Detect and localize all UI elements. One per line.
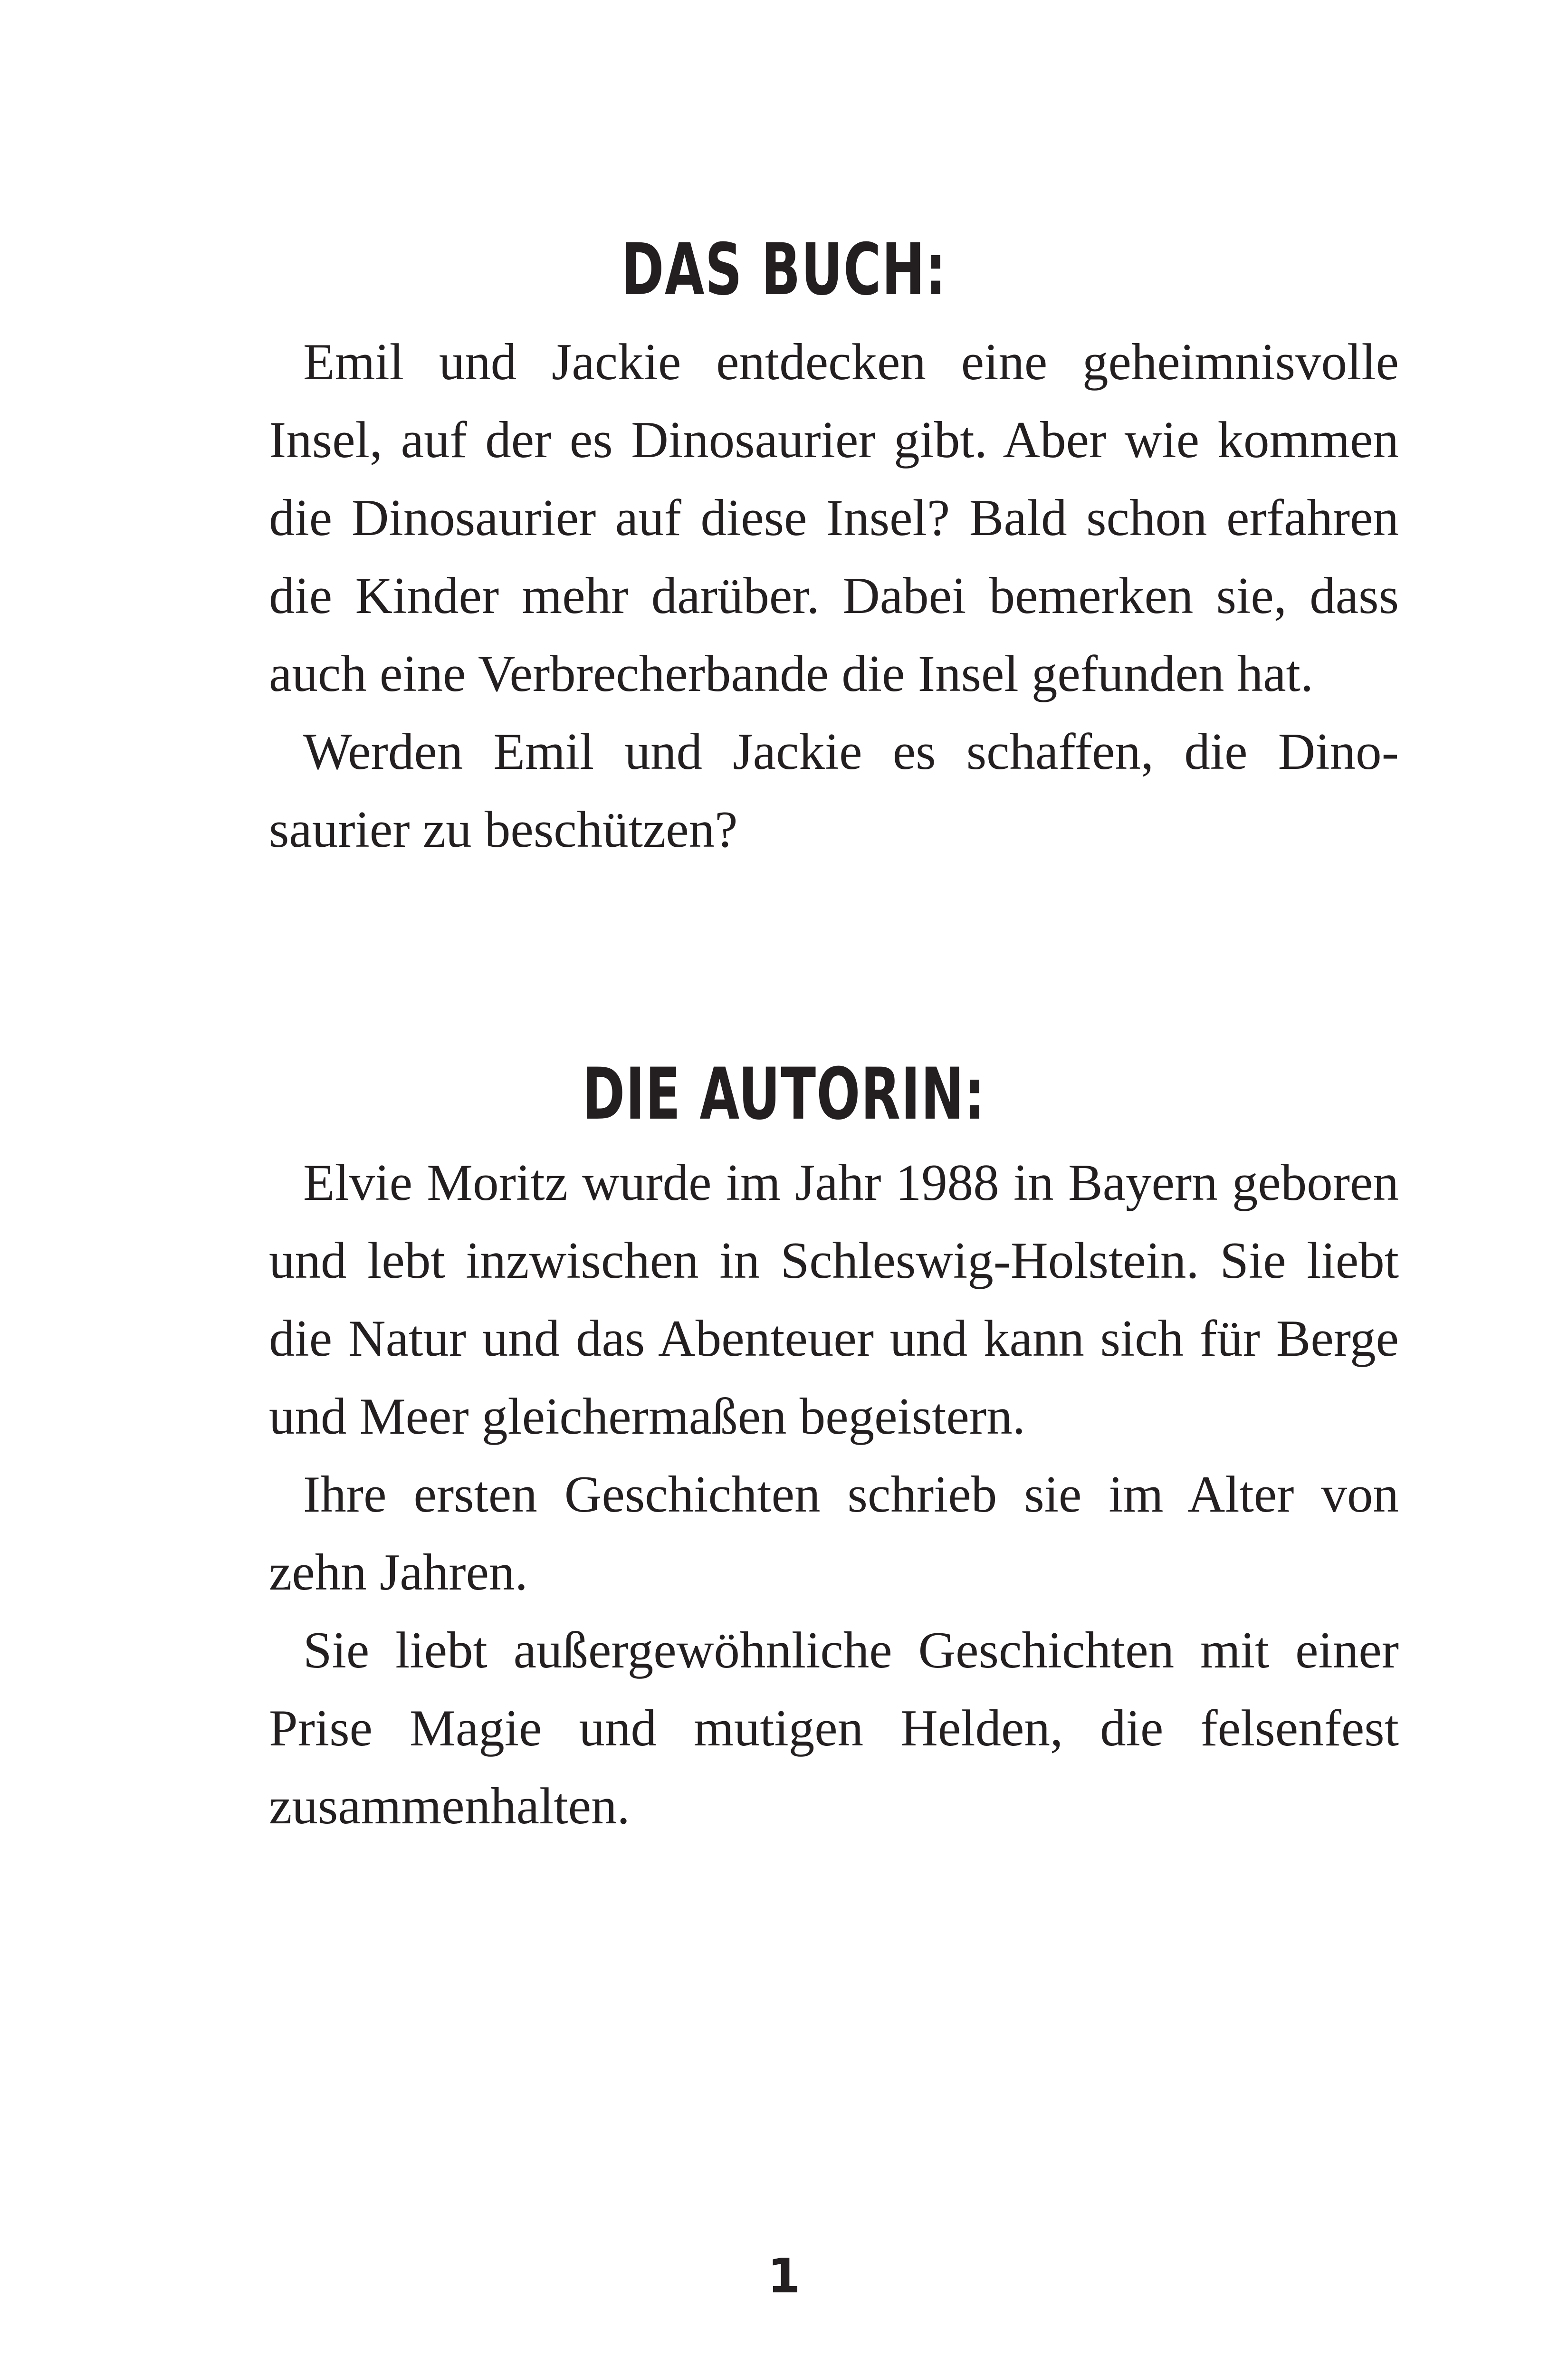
page-number: 1: [767, 2248, 801, 2304]
author-biography-paragraph: Sie liebt außergewöhnliche Geschichten mit einer Prise Magie und mutigen Helden, die felsenfest zusammenhalten.: [269, 1621, 1399, 1835]
author-biography-paragraph: Ihre ersten Geschichten schrieb sie im Alter von zehn Jahren.: [269, 1466, 1399, 1601]
book-description: [269, 323, 1399, 869]
book-description-paragraph: Werden Emil und Jackie es schaffen, die Dinosaurier zu beschützen?: [269, 723, 1399, 858]
book-description-paragraph: Emil und Jackie entdecken eine geheimnisvolle Insel, auf der es Dinosaurier gibt. Aber wie kommen die Dinosaurier auf diese Insel? Bald schon erfahren die Kinder mehr darüber. Dabei bemerken sie, dass auch eine Verbrecherbande die Insel gefunden hat.: [269, 333, 1399, 702]
author-section-heading: DIE AUTORIN:: [582, 1053, 986, 1136]
author-biography: [269, 1144, 1399, 1845]
author-biography-paragraph: Elvie Moritz wurde im Jahr 1988 in Bayern geboren und lebt inzwischen in Schleswig-Holstein. Sie liebt die Natur und das Abenteuer und kann sich für Berge und Meer gleichermaßen begeistern.: [269, 1154, 1399, 1445]
book-section-heading: DAS BUCH:: [621, 229, 947, 311]
